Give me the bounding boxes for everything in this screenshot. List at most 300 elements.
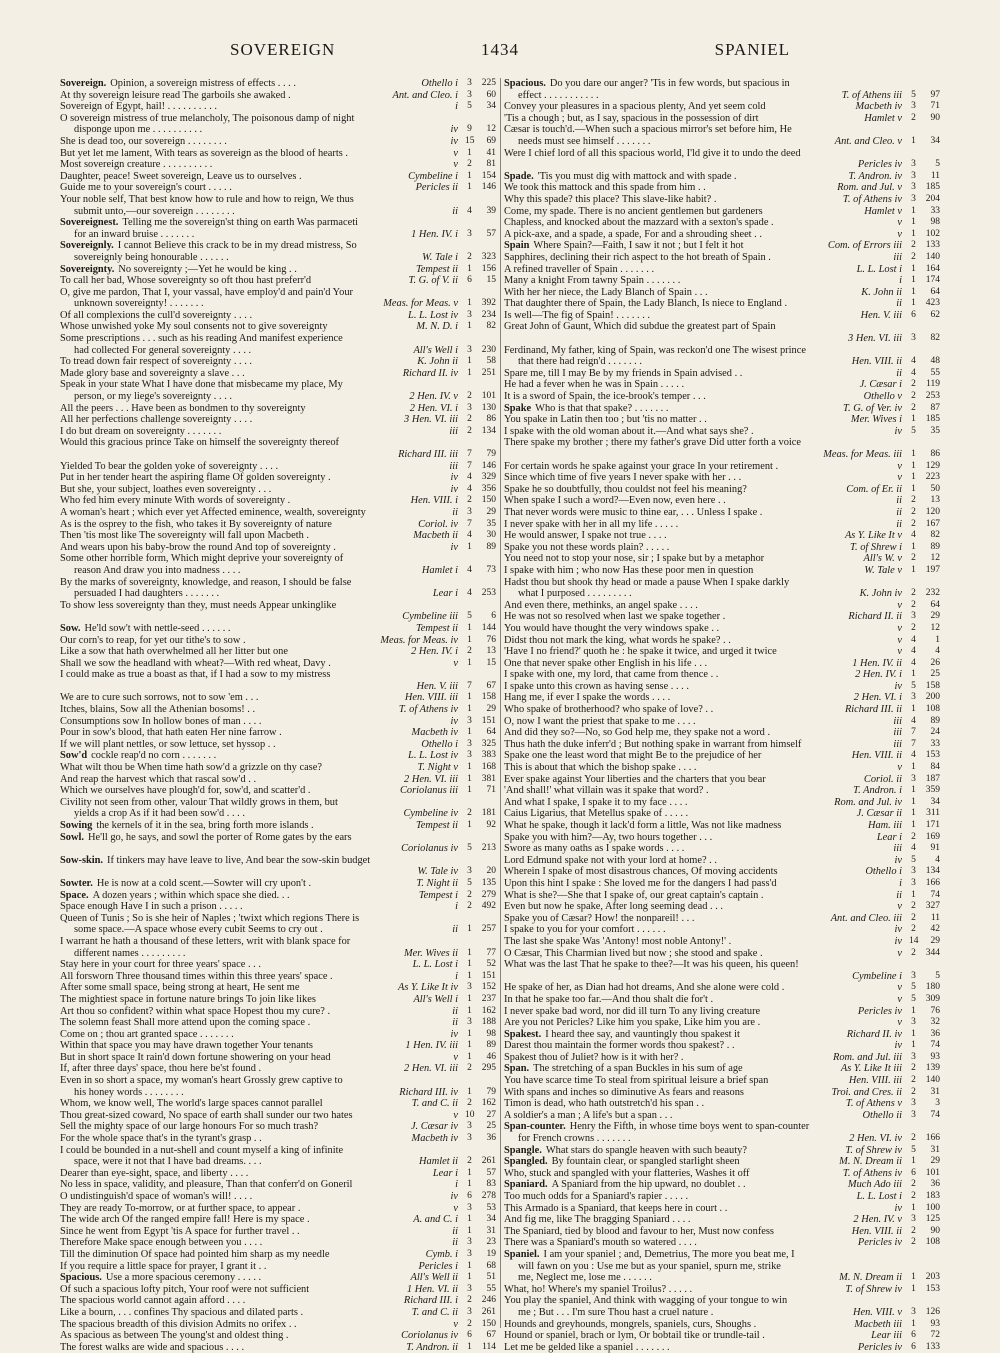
scene-number: 1 (911, 263, 916, 274)
quotation-text: what I purposed . . . . . . . . . (518, 588, 632, 600)
quotation-text: Most sovereign creature . . . . . . . . . . (60, 159, 213, 171)
play-reference: iv (894, 1202, 902, 1214)
scene-number: 3 (911, 877, 916, 888)
line-number: 31 (930, 1144, 940, 1155)
play-reference: T. of Shrew iv (845, 1283, 902, 1295)
play-reference: Cymbeline i (408, 170, 458, 182)
quotation-text: Pour in sow's blood, that hath eaten Her nine farrow . (60, 727, 282, 739)
concordance-line (60, 217, 496, 229)
quotation-text: Whose unwished yoke My soul consents not to give sovereignty (60, 321, 328, 333)
line-number: 185 (925, 182, 940, 193)
scene-number: 2 (911, 391, 916, 402)
play-reference: Hen. VIII. iii (404, 692, 458, 704)
play-reference: iii (449, 425, 458, 437)
quotation-text: Who spake of brotherhood? who spake of love? . . (504, 704, 714, 716)
scene-number: 4 (467, 588, 472, 599)
concordance-line (504, 426, 940, 438)
play-reference: 1 Hen. IV. iii (405, 1040, 458, 1052)
quotation-text: In that he spake too far.—And thou shalt die for't . (504, 993, 714, 1005)
line-number: 183 (925, 1191, 940, 1201)
line-number: 162 (481, 1098, 496, 1109)
scene-line-reference (460, 321, 496, 333)
line-number: 119 (926, 379, 940, 390)
scene-number: 2 (467, 889, 472, 900)
quotation-text: But in short space It rain'd down fortune showering on your head (60, 1051, 331, 1063)
quotation-text: Made glory base and sovereignty a slave . . . (60, 367, 245, 379)
quotation-text: for French crowns . . . . . . . (518, 1133, 631, 1145)
scene-number: 3 (911, 101, 916, 112)
play-reference: T. of Athens iv (842, 1167, 902, 1179)
header-left-word: SOVEREIGN (230, 40, 336, 59)
play-reference: W. Tale iv (417, 866, 458, 878)
play-reference: iii (449, 460, 458, 472)
concordance-line (504, 1261, 940, 1273)
line-number: 13 (486, 646, 496, 657)
quotation-text: Spake you with him?—Ay, two hours together . . . (504, 831, 713, 843)
play-reference: Cymbeline i (852, 970, 902, 982)
scene-line-reference (904, 1110, 940, 1122)
scene-line-reference (460, 472, 496, 484)
scene-line-reference (460, 78, 496, 90)
quotation-text: I spake to you for your comfort . . . . . . (504, 924, 666, 936)
headword: Span. (504, 1063, 530, 1075)
concordance-line (60, 1226, 496, 1238)
line-number: 62 (930, 309, 940, 320)
scene-line-reference (460, 681, 496, 693)
concordance-line (504, 345, 940, 357)
scene-number: 7 (467, 449, 472, 459)
quotation-text: Consumptions sow In hollow bones of man . . . . (60, 715, 262, 727)
line-number: 67 (486, 1330, 496, 1341)
concordance-line (60, 982, 496, 994)
scene-number: 5 (467, 843, 472, 854)
line-number: 64 (930, 286, 940, 297)
scene-line-reference (904, 1307, 940, 1319)
scene-number: 1 (467, 727, 472, 738)
concordance-line (504, 1121, 940, 1133)
quotation-text: That daughter there of Spain, the Lady Blanch, Is niece to England . (504, 298, 788, 310)
concordance-line (504, 1237, 940, 1249)
concordance-line (60, 391, 496, 403)
quotation-text: disponge upon me . . . . . . . . . . (74, 124, 203, 136)
scene-line-reference (904, 1226, 940, 1238)
quotation-text: With spans and inches so diminutive As fears and reasons (504, 1086, 744, 1098)
quotation-text: Thus hath the duke inferr'd ; But nothing spake in warrant from himself (504, 738, 802, 750)
quotation-text: Where Spain?—Faith, I saw it not ; but I felt it hot (533, 240, 744, 252)
scene-number: 1 (911, 1202, 916, 1213)
concordance-line (504, 774, 940, 786)
quotation-text: You spake in Latin then too ; but 'tis no matter . . (504, 414, 707, 426)
play-reference: ii (452, 1005, 458, 1017)
line-number: 29 (930, 1156, 940, 1167)
scene-number: 1 (467, 1341, 472, 1352)
concordance-line (504, 368, 940, 380)
line-number: 204 (925, 193, 940, 204)
scene-line-reference (904, 820, 940, 832)
play-reference: T. Andron. iv (848, 170, 902, 182)
scene-number: 6 (467, 275, 472, 286)
quotation-text: Come, my spade. There is no ancient gentlemen but gardeners (504, 205, 763, 217)
play-reference: T. of Shrew i (850, 541, 902, 553)
quotation-text: for an inward bruise . . . . . . . (74, 228, 195, 240)
scene-line-reference (460, 1006, 496, 1018)
line-number: 162 (481, 1005, 496, 1016)
line-number: 234 (481, 309, 496, 320)
play-reference: Tempest ii (415, 820, 458, 831)
concordance-line (60, 1029, 496, 1041)
scene-line-reference (460, 461, 496, 473)
quotation-text: me, Neglect me, lose me . . . . . . (518, 1272, 652, 1284)
play-reference: 2 Hen. VI. i (409, 402, 458, 414)
play-reference: iii (893, 715, 902, 727)
scene-number: 1 (467, 1225, 472, 1236)
concordance-line (60, 1075, 496, 1087)
quotation-text: Then 'tis most like The sovereignty will fall upon Macbeth . (60, 530, 309, 542)
quotation-text: Why this spade? this place? This slave-like habit? . (504, 193, 717, 205)
quotation-text: Of all complexions the cull'd sovereignty . . . . (60, 309, 253, 321)
concordance-line (504, 1214, 940, 1226)
concordance-line (60, 808, 496, 820)
line-number: 76 (930, 1005, 940, 1016)
scene-number: 15 (465, 135, 475, 146)
concordance-line (60, 472, 496, 484)
quotation-text: Darest thou maintain the former words thou spakest? . . (504, 1040, 735, 1052)
line-number: 90 (930, 1225, 940, 1236)
scene-line-reference (904, 681, 940, 693)
scene-line-reference (460, 611, 496, 623)
headword: Sowing (60, 820, 93, 831)
headword: Spacious. (60, 1272, 102, 1284)
quotation-text: What he spake, though it lack'd form a little, Was not like madness (504, 820, 782, 831)
scene-line-reference (904, 994, 940, 1006)
scene-number: 1 (467, 367, 472, 378)
concordance-line (60, 716, 496, 728)
scene-line-reference (904, 658, 940, 670)
concordance-line (504, 1203, 940, 1215)
scene-number: 1 (467, 1214, 472, 1225)
play-reference: Hen. VIII. ii (851, 356, 902, 368)
play-reference: Richard III. iv (399, 1086, 458, 1098)
concordance-line (60, 1156, 496, 1168)
concordance-line (60, 1249, 496, 1261)
play-reference: L. L. Lost iv (408, 750, 458, 762)
scene-number: 3 (467, 1202, 472, 1213)
quotation-text: After some small space, being strong at heart, He sent me (60, 982, 300, 994)
play-reference: 2 Hen. VI. iv (849, 1133, 902, 1145)
play-reference: Rom. and Jul. v (837, 182, 902, 194)
concordance-line (60, 739, 496, 751)
quotation-text: Were I chief lord of all this spacious world, I'ld give it to undo the deed (504, 147, 801, 159)
play-reference: Hamlet v (864, 112, 902, 124)
play-reference: Hen. VIII. ii (851, 1225, 902, 1237)
quotation-text: And fig me, like The bragging Spaniard . . . . (504, 1214, 691, 1226)
quotation-text: 'Tis you must dig with mattock and with spade . (537, 170, 737, 182)
concordance-line (504, 936, 940, 948)
scene-line-reference (460, 403, 496, 415)
quotation-text: The last she spake Was 'Antony! most noble Antony!' . (504, 935, 732, 947)
play-reference: ii (452, 506, 458, 518)
quotation-text: But yet let me lament, With tears as sovereign as the blood of hearts . (60, 147, 348, 159)
line-number: 50 (930, 483, 940, 494)
quotation-text: Opinion, a sovereign mistress of effects . . . . (110, 78, 296, 89)
concordance-line (60, 159, 496, 171)
play-reference: Hen. VIII. v (852, 1306, 902, 1318)
scene-number: 3 (467, 506, 472, 517)
quotation-text: O, give me pardon, That I, your vassal, have employ'd and pain'd Your (60, 286, 353, 298)
concordance-line (60, 600, 496, 612)
play-reference: v (897, 1017, 902, 1029)
scene-number: 2 (911, 506, 916, 517)
concordance-line (504, 333, 940, 345)
concordance-line (60, 1017, 496, 1029)
concordance-line (60, 101, 496, 113)
concordance-line (504, 1087, 940, 1099)
quotation-text: Spakest thou of Juliet? how is it with her? . (504, 1051, 684, 1063)
quotation-text: Ever spake against Your liberties and the charters that you bear (504, 773, 766, 785)
line-number: 26 (930, 657, 940, 668)
play-reference: v (897, 599, 902, 611)
line-number: 25 (486, 1121, 496, 1132)
line-number: 129 (925, 460, 940, 471)
play-reference: v (453, 657, 458, 669)
scene-number: 2 (911, 240, 916, 251)
scene-line-reference (460, 1040, 496, 1052)
quotation-text: By the marks of sovereignty, knowledge, and reason, I should be false (60, 576, 352, 588)
quotation-text: What was the last That he spake to thee?—It was his queen, his queen! (504, 959, 799, 971)
quotation-text: the kernels of it in the sea, bring forth more islands . (96, 820, 314, 831)
scene-number: 5 (911, 89, 916, 100)
play-reference: Macbeth iv (411, 1133, 458, 1145)
concordance-line (60, 669, 496, 681)
concordance-line (504, 994, 940, 1006)
play-reference: Richard III. i (403, 1295, 458, 1307)
quotation-text: I do but dream on sovereignty . . . . . . . (60, 425, 222, 437)
concordance-line (504, 229, 940, 241)
scene-line-reference (904, 855, 940, 867)
play-reference: Cymbeline iii (402, 611, 458, 623)
headword: Spade. (504, 170, 534, 182)
concordance-line (60, 1040, 496, 1052)
scene-line-reference (460, 565, 496, 577)
quotation-text: I could be bounded in a nut-shell and count myself a king of infinite (60, 1144, 344, 1156)
scene-number: 5 (467, 877, 472, 888)
scene-line-reference (460, 762, 496, 774)
play-reference: ii (452, 1225, 458, 1237)
line-number: 25 (930, 669, 940, 680)
line-number: 11 (930, 912, 940, 923)
concordance-line (60, 461, 496, 473)
line-number: 329 (481, 472, 496, 483)
scene-number: 2 (911, 402, 916, 413)
concordance-line (504, 206, 940, 218)
play-reference: Macbeth iv (411, 727, 458, 739)
play-reference: 2 Hen. IV. v (409, 391, 458, 403)
scene-line-reference (460, 542, 496, 554)
quotation-text: He was not so resolved when last we spake together . (504, 611, 726, 623)
concordance-line (60, 206, 496, 218)
scene-line-reference (460, 182, 496, 194)
play-reference: Tempest i (418, 889, 458, 901)
scene-number: 4 (911, 750, 916, 761)
play-reference: Richard III. iii (398, 449, 458, 460)
scene-number: 1 (467, 147, 472, 158)
play-reference: Hen. V. iii (416, 680, 458, 692)
line-number: 101 (481, 391, 496, 402)
concordance-line (60, 890, 496, 902)
play-reference: M. N. Dream ii (839, 1156, 902, 1168)
line-number: 126 (925, 1306, 940, 1317)
scene-line-reference (460, 426, 496, 438)
play-reference: ii (896, 506, 902, 518)
scene-line-reference (460, 519, 496, 531)
scene-line-reference (904, 426, 940, 438)
concordance-line (60, 426, 496, 438)
concordance-line (504, 101, 940, 113)
quotation-text: Chapless, and knocked about the mazzard with a sexton's spade . (504, 217, 774, 229)
scene-number: 1 (467, 356, 472, 367)
quotation-text: He is now at a cold scent.—Sowter will cry upon't . (96, 877, 312, 889)
concordance-line (60, 519, 496, 531)
concordance-line (60, 959, 496, 971)
scene-line-reference (904, 1098, 940, 1110)
scene-number: 3 (467, 1017, 472, 1028)
scene-line-reference (904, 1063, 940, 1075)
concordance-line (504, 1191, 940, 1203)
line-number: 36 (930, 1179, 940, 1190)
concordance-line (60, 913, 496, 925)
scene-number: 2 (911, 622, 916, 633)
scene-number: 2 (467, 1295, 472, 1306)
scene-number: 1 (467, 959, 472, 970)
quotation-text: All her perfections challenge sovereignty . . . . (60, 414, 253, 426)
quotation-text: A dozen years ; within which space she died. . . (92, 889, 290, 901)
play-reference: Coriolanus iii (399, 785, 458, 797)
page-number: 1434 (481, 40, 519, 59)
concordance-line (60, 264, 496, 276)
quotation-text: For the whole space that's in the tyrant's grasp . . (60, 1133, 262, 1145)
concordance-line (60, 90, 496, 102)
quotation-text: Let me be gelded like a spaniel . . . . . . . (504, 1341, 670, 1353)
line-number: 237 (481, 993, 496, 1004)
scene-number: 1 (911, 1318, 916, 1329)
scene-number: 3 (467, 309, 472, 320)
concordance-line (504, 321, 940, 333)
scene-number: 3 (467, 1248, 472, 1259)
quotation-text: Many a knight From tawny Spain . . . . . . . (504, 275, 681, 287)
scene-line-reference (904, 542, 940, 554)
line-number: 146 (481, 182, 496, 193)
quotation-text: To call her bad, Whose sovereignty so oft thou hast preferr'd (60, 275, 312, 287)
play-reference: ii (896, 298, 902, 310)
line-number: 1 (935, 634, 940, 645)
line-number: 11 (930, 170, 940, 181)
line-number: 79 (486, 449, 496, 459)
quotation-text: had collected For general sovereignty . . . . (74, 344, 252, 356)
quotation-text: I heard thee say, and vauntingly thou spakest it (545, 1028, 740, 1040)
scene-number: 3 (467, 750, 472, 761)
play-reference: iv (894, 924, 902, 936)
scene-line-reference (460, 414, 496, 426)
concordance-line (60, 1307, 496, 1319)
concordance-line (504, 391, 940, 403)
headword: Spangle. (504, 1144, 542, 1156)
play-reference: Meas. for Meas. iv (380, 634, 458, 646)
scene-line-reference (904, 1319, 940, 1331)
concordance-line (60, 750, 496, 762)
concordance-line (504, 519, 940, 531)
line-number: 144 (481, 622, 496, 633)
concordance-line (504, 217, 940, 229)
play-reference: 2 Hen. IV. v (853, 1214, 902, 1226)
scene-line-reference (904, 716, 940, 728)
scene-line-reference (904, 414, 940, 426)
quotation-text: submit unto,—our sovereign . . . . . . . . (74, 205, 235, 217)
concordance-line (504, 890, 940, 902)
scene-number: 1 (467, 924, 472, 935)
line-number: 34 (930, 796, 940, 807)
headword: Spaniard. (504, 1179, 548, 1191)
line-number: 32 (930, 1017, 940, 1028)
play-reference: Othello ii (862, 1109, 902, 1121)
quotation-text: The spacious breadth of this division Admits no orifex . . (60, 1318, 297, 1330)
scene-line-reference (460, 1179, 496, 1191)
concordance-line (504, 472, 940, 484)
concordance-line (504, 820, 940, 832)
quotation-text: I spake unto this crown as having sense . . . . (504, 680, 689, 692)
scene-line-reference (904, 1029, 940, 1041)
concordance-line (504, 959, 940, 971)
play-reference: T. G. of V. ii (408, 275, 458, 287)
scene-number: 7 (467, 460, 472, 471)
concordance-line (504, 1319, 940, 1331)
concordance-line (504, 542, 940, 554)
scene-line-reference (904, 472, 940, 484)
concordance-line (504, 287, 940, 299)
play-reference: Mer. Wives ii (404, 947, 458, 959)
quotation-text: He had a fever when he was in Spain . . . . . (504, 379, 685, 391)
line-number: 74 (930, 889, 940, 900)
concordance-line (60, 113, 496, 125)
scene-number: 2 (911, 251, 916, 262)
play-reference: Ant. and Cleo. iii (830, 912, 902, 924)
play-reference: T. G. of Ver. iv (843, 402, 902, 414)
line-number: 325 (481, 738, 496, 749)
scene-line-reference (904, 971, 940, 983)
scene-number: 3 (911, 692, 916, 703)
line-number: 57 (486, 228, 496, 239)
line-number: 46 (486, 1051, 496, 1062)
line-number: 253 (925, 391, 940, 402)
scene-line-reference (460, 449, 496, 461)
play-reference: iv (450, 472, 458, 484)
quotation-text: Use a more spacious ceremony . . . . . (105, 1272, 262, 1284)
scene-number: 3 (467, 1306, 472, 1317)
line-number: 93 (930, 1318, 940, 1329)
scene-line-reference (904, 379, 940, 391)
play-reference: Richard III. ii (844, 704, 902, 716)
play-reference: T. of Athens iv (398, 704, 458, 716)
line-number: 225 (481, 78, 496, 88)
scene-number: 2 (911, 379, 916, 390)
concordance-line (504, 681, 940, 693)
play-reference: Hen. V. iii (860, 309, 902, 321)
scene-line-reference (460, 1284, 496, 1296)
scene-line-reference (460, 101, 496, 113)
concordance-line (60, 704, 496, 716)
scene-number: 1 (911, 541, 916, 552)
scene-line-reference (460, 1237, 496, 1249)
line-number: 72 (930, 1330, 940, 1341)
